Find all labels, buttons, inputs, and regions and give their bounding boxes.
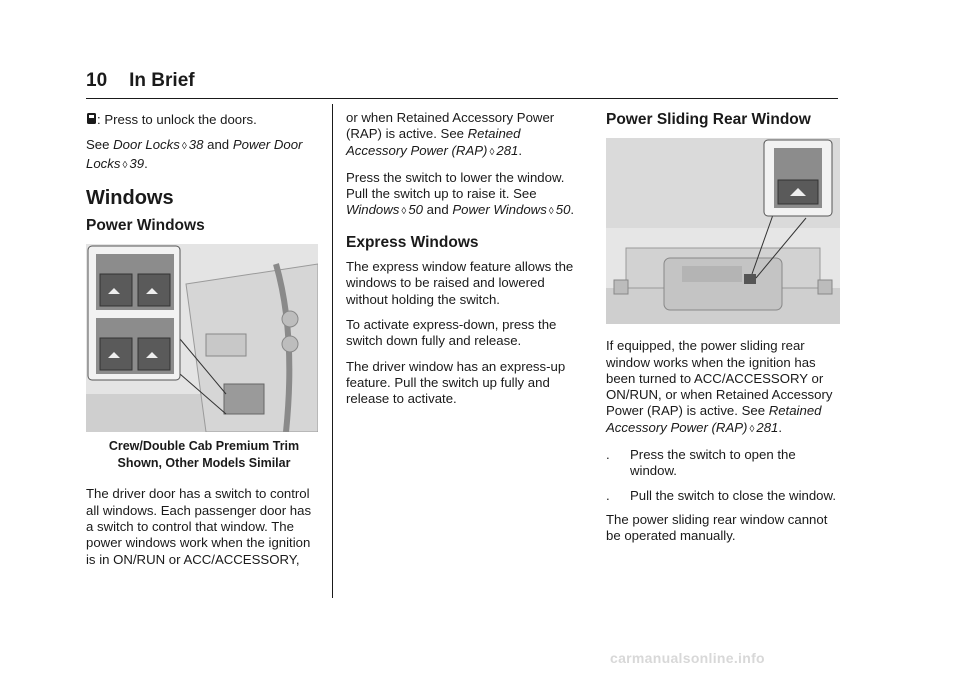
- ref-arrow-icon: ◊: [181, 141, 187, 153]
- section-title: In Brief: [129, 70, 195, 91]
- power-windows-paragraph: The driver door has a switch to control all windows. Each passenger door has a switch to control that window. The power windows work when the ignition is in ON/RUN or ACC/ACCESSORY,: [86, 486, 312, 567]
- manual-operation-paragraph: The power sliding rear window cannot be operated manually.: [606, 511, 828, 544]
- bullet-marker: .: [606, 447, 610, 463]
- express-paragraph-2: To activate express-down, press the switch down fully and release.: [346, 316, 557, 349]
- unlock-line: [86, 112, 322, 128]
- ref-arrow-icon: ◊: [401, 206, 407, 218]
- page-number: 10: [86, 70, 108, 91]
- windows-link[interactable]: Windows: [346, 202, 400, 218]
- column-3: [606, 108, 844, 554]
- ref-arrow-icon: ◊: [749, 423, 755, 435]
- windows-page[interactable]: 50: [408, 202, 424, 218]
- heading-windows: Windows: [86, 186, 174, 209]
- column-divider: [332, 104, 333, 598]
- header-rule: [86, 98, 838, 99]
- power-window-switch-illustration: [86, 244, 318, 432]
- power-door-locks-link[interactable]: Power Door Locks: [86, 137, 303, 171]
- page-header: [86, 70, 195, 92]
- door-locks-page[interactable]: 38: [188, 137, 204, 153]
- heading-power-sliding-rear-window: Power Sliding Rear Window: [606, 111, 811, 128]
- bullet-open: . Press the switch to open the window.: [606, 447, 796, 479]
- power-windows-link[interactable]: Power Windows: [452, 202, 547, 218]
- heading-power-windows: Power Windows: [86, 217, 205, 235]
- rap-link[interactable]: Retained Accessory Power (RAP): [346, 126, 521, 158]
- unlock-text: : Press to unlock the doors.: [97, 112, 257, 127]
- bullet-close: . Pull the switch to close the window.: [606, 487, 836, 503]
- rap-page-2[interactable]: 281: [756, 419, 779, 435]
- rap-link-2[interactable]: Retained Accessory Power (RAP): [606, 403, 822, 435]
- power-door-locks-page[interactable]: 39: [129, 155, 145, 171]
- rap-paragraph: or when Retained Accessory Power (RAP) is active. See Retained Accessory Power (RAP) ◊ 281.: [346, 110, 555, 158]
- rear-window-paragraph: If equipped, the power sliding rear window works when the ignition has been turned to ACC/ACCESSORY or ON/RUN, or when Retained Accessory Power (RAP) is active. See Retained Accessory Power (RAP) ◊ 281.: [606, 338, 833, 435]
- watermark: carmanualsonline.info: [610, 650, 765, 666]
- express-paragraph-3: The driver window has an express-up feature. Pull the switch up fully and release to activate.: [346, 358, 566, 407]
- heading-express-windows: Express Windows: [346, 233, 479, 251]
- rap-page[interactable]: 281: [496, 142, 519, 158]
- column-2: [346, 110, 582, 416]
- ref-arrow-icon: ◊: [122, 159, 128, 171]
- ref-arrow-icon: ◊: [548, 206, 554, 218]
- rear-window-switch-illustration: [606, 138, 840, 324]
- door-locks-link[interactable]: Door Locks: [113, 137, 180, 153]
- power-windows-page[interactable]: 50: [555, 202, 571, 218]
- switch-paragraph: Press the switch to lower the window. Pull the switch up to raise it. See Windows ◊ 50 and Power Windows ◊ 50.: [346, 169, 575, 218]
- see-door-locks: See Door Locks ◊ 38 and Power Door Locks ◊ 39.: [86, 137, 303, 171]
- ref-arrow-icon: ◊: [489, 146, 495, 158]
- bullet-marker: .: [606, 487, 610, 503]
- figure-caption: Crew/Double Cab Premium Trim Shown, Other Models Similar: [108, 439, 300, 471]
- column-1: [86, 112, 322, 577]
- unlock-icon: [86, 112, 97, 125]
- express-paragraph-1: The express window feature allows the windows to be raised and lowered without holding the switch.: [346, 259, 574, 307]
